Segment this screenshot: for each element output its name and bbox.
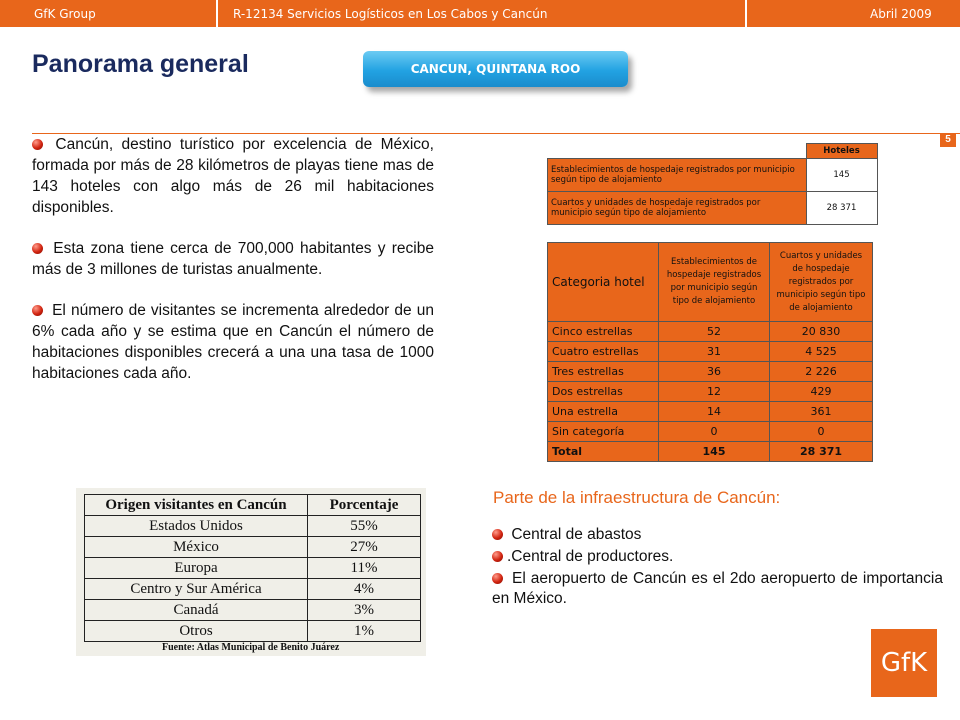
bullet-icon [32,139,43,150]
row-value: 145 [806,159,877,192]
report-date: Abril 2009 [870,7,932,21]
bullet-icon [492,573,503,584]
report-title: R-12134 Servicios Logísticos en Los Cabos y Cancún [233,7,548,21]
cell: Otros [85,621,308,642]
cell: 52 [659,322,770,342]
company-name: GfK Group [34,7,96,21]
top-bar [0,0,960,27]
paragraph [32,134,434,218]
visitor-origin-table [84,494,421,642]
cell: 11% [308,558,421,579]
table-row [548,382,873,402]
intro-text [32,134,434,404]
column-header: Cuartos y unidades de hospedaje registrados por municipio según tipo de alojamiento [770,243,873,322]
column-header: Origen visitantes en Cancún [85,495,308,516]
table-row [85,558,421,579]
infra-list [492,525,943,611]
table-row [548,342,873,362]
cell: 1% [308,621,421,642]
cell: 2 226 [770,362,873,382]
cell: Europa [85,558,308,579]
cell: México [85,537,308,558]
list-item [492,547,943,567]
cell: 31 [659,342,770,362]
table-row [548,402,873,422]
table-row [548,422,873,442]
cell: Cuatro estrellas [548,342,659,362]
table-row [85,621,421,642]
bullet-icon [32,305,43,316]
cell: Una estrella [548,402,659,422]
list-item [492,525,943,545]
cell: 20 830 [770,322,873,342]
cell: 361 [770,402,873,422]
region-badge: CANCUN, QUINTANA ROO [363,51,628,87]
column-header: Porcentaje [308,495,421,516]
cell: 429 [770,382,873,402]
row-label: Establecimientos de hospedaje registrados por municipio según tipo de alojamiento [548,159,807,192]
cell: 4 525 [770,342,873,362]
empty-cell [548,144,807,159]
cell: 12 [659,382,770,402]
paragraph-text: Esta zona tiene cerca de 700,000 habitantes y recibe más de 3 millones de turistas anualmente. [32,240,434,278]
cell: 28 371 [770,442,873,462]
cell: 0 [659,422,770,442]
bullet-icon [32,243,43,254]
infra-title: Parte de la infraestructura de Cancún: [493,488,781,507]
cell: Centro y Sur América [85,579,308,600]
table-row [548,322,873,342]
column-header: Categoria hotel [548,243,659,322]
table-row [85,600,421,621]
table-row [85,579,421,600]
page-title: Panorama general [32,50,249,78]
cell: Cinco estrellas [548,322,659,342]
list-item [492,569,943,609]
bullet-icon [492,529,503,540]
divider [216,0,218,27]
cell: 14 [659,402,770,422]
cell: 55% [308,516,421,537]
gfk-logo: GfK [871,629,937,697]
divider [745,0,747,27]
paragraph [32,238,434,280]
row-value: 28 371 [806,192,877,225]
cell: Dos estrellas [548,382,659,402]
cell: Tres estrellas [548,362,659,382]
cell: Canadá [85,600,308,621]
list-item-text: .Central de productores. [507,548,674,565]
table-row [85,516,421,537]
table-row [548,362,873,382]
cell: Estados Unidos [85,516,308,537]
cell: 36 [659,362,770,382]
list-item-text: El aeropuerto de Cancún es el 2do aeropuerto de importancia en México. [492,570,943,607]
total-row [548,442,873,462]
cell: 4% [308,579,421,600]
cell: 27% [308,537,421,558]
bullet-icon [492,551,503,562]
cell: Sin categoría [548,422,659,442]
column-header: Establecimientos de hospedaje registrados por municipio según tipo de alojamiento [659,243,770,322]
row-label: Cuartos y unidades de hospedaje registrados por municipio según tipo de alojamiento [548,192,807,225]
table-source: Fuente: Atlas Municipal de Benito Juárez [162,642,340,653]
paragraph-text: El número de visitantes se incrementa alrededor de un 6% cada año y se estima que en Cancún el número de habitaciones disponibles crecerá a una una tasa de 1000 habitaciones cada año. [32,302,434,382]
cell: 145 [659,442,770,462]
paragraph [32,300,434,384]
list-item-text: Central de abastos [511,526,642,543]
cell: 3% [308,600,421,621]
hotel-category-table [547,242,873,462]
column-header: Hoteles [806,144,877,159]
page-number: 5 [940,133,956,147]
cell: Total [548,442,659,462]
hotel-summary-table [547,143,878,225]
cell: 0 [770,422,873,442]
paragraph-text: Cancún, destino turístico por excelencia de México, formada por más de 28 kilómetros de playas tiene mas de 143 hoteles con algo más de 26 mil habitaciones disponibles. [32,136,434,216]
table-row [85,537,421,558]
